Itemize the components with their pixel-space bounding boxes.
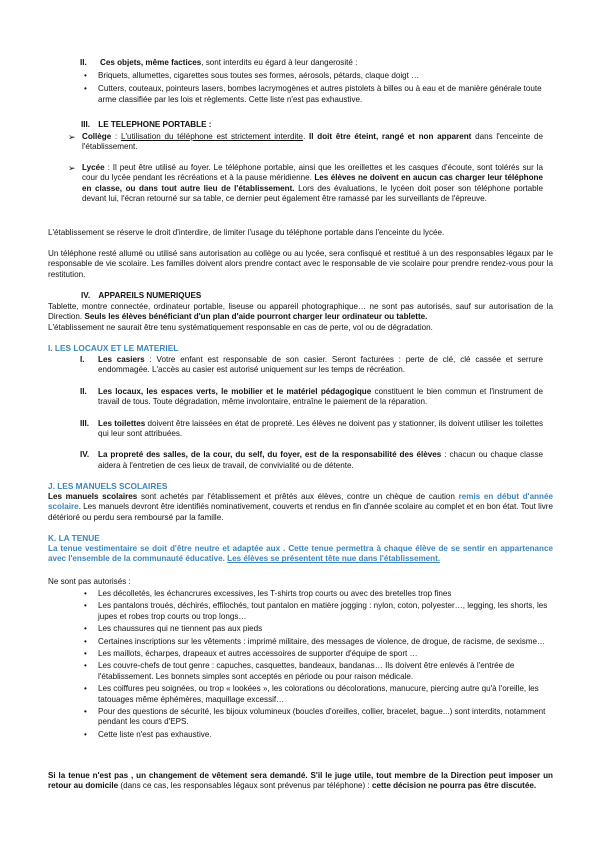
- locaux-item-text: constituent le bien commun et l'instrument de travail de tous. Toute dégradation, même involontaire, entraîne le paiement de la réparation.: [98, 386, 543, 407]
- locaux-list: [80, 355, 543, 471]
- lycee-paragraph: [68, 163, 543, 205]
- arrow-bullet-icon: ➢: [68, 163, 76, 173]
- section-iv-heading: [72, 291, 542, 301]
- section-ii-number: II.: [80, 58, 87, 67]
- tenue-lead-text: La tenue vestimentaire se doit d'être neutre et adaptée aux . Cette tenue permettra à chaque élève de se sentir en appartenance avec l'ensemble de la communauté éducative.: [48, 544, 553, 564]
- section-ii-bullet-list: [98, 71, 542, 105]
- tenue-final-bold: Si la tenue n'est pas , un changement de vêtement sera demandé. S'il le juge utile, tout membre de la Direction peut imposer un retour au domicile: [48, 771, 553, 791]
- list-item: • Cutters, couteaux, pointeurs lasers, bombes lacrymogènes et autres pistolets à billes ou à eau et de manière générale toute arme classifiée par les lois et règlements. Cette liste n'est pas exhaustive.: [98, 84, 542, 105]
- devices-paragraph: [48, 302, 553, 333]
- devices-text: Tablette, montre connectée, ordinateur portable, liseuse ou appareil photographique… ne sont pas autorisés, sauf sur autorisation de la Direction.: [48, 302, 553, 322]
- section-iv-title: APPAREILS NUMERIQUES: [98, 291, 202, 300]
- list-item: • Briquets, allumettes, cigarettes sous toutes ses formes, aérosols, pétards, claque doigt …: [98, 71, 542, 81]
- locaux-item-text: : chacun ou chaque classe aidera à l'entretien de ces lieux de travail, de convivialité ou de détente.: [98, 450, 544, 470]
- tenue-lead-underlined: Les élèves se présentent tête nue dans l'établissement.: [227, 554, 441, 564]
- section-iii-heading: [72, 120, 542, 130]
- arrow-bullet-icon: ➢: [68, 132, 76, 142]
- locaux-item-title: Les toilettes: [98, 418, 146, 428]
- locaux-item-title: Les casiers: [98, 355, 145, 364]
- section-ii-intro-text: , sont interdits eu égard à leur dangerosité :: [201, 58, 358, 67]
- locaux-item-number: III.: [80, 418, 89, 428]
- locaux-item-number: I.: [80, 355, 85, 364]
- manuels-bold: Les manuels scolaires: [48, 492, 138, 501]
- locaux-item: [80, 450, 543, 471]
- manuels-paragraph: [48, 492, 553, 523]
- section-iv-number: IV.: [81, 291, 91, 300]
- locaux-item-title: Les locaux, les espaces verts, le mobilier et le matériel pédagogique: [98, 386, 372, 396]
- not-allowed-label: Ne sont pas autorisés :: [48, 577, 131, 586]
- devices-responsibility: L'établissement ne saurait être tenu systématiquement responsable en cas de perte, vol ou de dégradation.: [48, 322, 433, 332]
- locaux-item: [80, 387, 543, 408]
- locaux-item-title: La propreté des salles, de la cour, du self, du foyer, est de la responsabilité des élèves: [98, 450, 442, 460]
- college-rest: dans l'enceinte de l'établissement.: [82, 132, 544, 152]
- lycee-text: : Il peut être utilisé au foyer. Le téléphone portable, ainsi que les oreillettes et les casques d'écoute, sont tolérés sur la cour du lycée pendant les récréations et à la pause méridienne.: [82, 163, 543, 183]
- devices-bold: Seuls les élèves bénéficiant d'un plan d'aide pourront charger leur ordinateur ou tablette.: [84, 312, 428, 322]
- college-dot: .: [303, 132, 310, 141]
- lycee-bold: Les élèves ne doivent en aucun cas charger leur téléphone en classe, ou dans tout autre lieu de l'établissement.: [82, 173, 543, 193]
- section-ii-title: Ces objets, même factices: [100, 58, 202, 67]
- locaux-item-text: : Votre enfant est responsable de son casier. Seront facturées : perte de clé, clé cassée et serrure endommagée. L'accès au casier est autorisé uniquement sur les temps de récréation.: [98, 355, 543, 375]
- locaux-item-number: IV.: [80, 450, 90, 460]
- tenue-bullet-list: [98, 589, 553, 740]
- list-item: • Les décolletés, les échancrures excessives, les T-shirts trop courts ou avec des bretelles trop fines: [98, 589, 553, 599]
- section-k-heading: K. LA TENUE: [48, 533, 100, 543]
- locaux-item: [80, 355, 543, 376]
- tenue-lead: [48, 544, 553, 565]
- list-item: • Cette liste n'est pas exhaustive.: [98, 730, 553, 740]
- manuels-text-2: . Les manuels devront être identifiés nominativement, couverts et rendus en fin d'année scolaire au complet et en bon état. Tout livre détérioré ou perdu sera remboursé par la famille.: [48, 502, 553, 522]
- list-item: • Les pantalons troués, déchirés, effilochés, tout pantalon en matière jogging : nylon, coton, polyester…, legging, les shorts, les jupes et robes trop courts ou trop longs…: [98, 601, 553, 622]
- locaux-item-number: II.: [80, 386, 87, 396]
- tenue-final-text: (dans ce cas, les responsables légaux sont prévenus par téléphone) :: [118, 781, 372, 791]
- list-item: • Certaines inscriptions sur les vêtements : imprimé militaire, des messages de violence, de drogue, de racisme, de sexisme…: [98, 637, 553, 647]
- list-item: • Les couvre-chefs de tout genre : capuches, casquettes, bandeaux, bandanas… Ils doivent être enlevés à l'entrée de l'établissement. Les bonnets simples sont acceptés en période ou pour raison médicale.: [98, 661, 553, 682]
- manuels-highlight: remis en début d'année scolaire: [48, 492, 553, 512]
- list-item: • Les chaussures qui ne tiennent pas aux pieds: [98, 624, 553, 634]
- section-i-heading: I. LES LOCAUX ET LE MATERIEL: [48, 343, 179, 353]
- college-label: Collège: [82, 132, 112, 141]
- locaux-item: [80, 419, 543, 440]
- tenue-final-bold-2: cette décision ne pourra pas être discutée.: [371, 781, 537, 791]
- lycee-label: Lycée: [82, 163, 105, 172]
- section-iii-title: LE TELEPHONE PORTABLE :: [98, 120, 212, 129]
- college-colon: :: [111, 132, 121, 141]
- phone-rights-paragraph: L'établissement se réserve le droit d'interdire, de limiter l'usage du téléphone portable dans l'enceinte du lycée.: [48, 228, 445, 237]
- phone-confiscation-paragraph: Un téléphone resté allumé ou utilisé sans autorisation au collège ou au lycée, sera confisqué et restitué à un des responsables légaux par le responsable de vie scolaire. Les familles doivent alors prendre contact avec le responsable de vie scolaire pour prendre rendez-vous pour la restitution.: [48, 249, 553, 279]
- locaux-item-text: doivent être laissées en état de propreté. Les élèves ne doivent pas y stationner, ils doivent utiliser les toilettes qui leur sont attribuées.: [98, 418, 543, 439]
- lycee-text-2: Lors des évaluations, le lycéen doit poser son téléphone portable devant lui, l'écran retourné sur sa table, ce dernier peut également être ramassé par les surveillants de l'épreuve.: [82, 183, 543, 204]
- tenue-final-paragraph: [48, 771, 553, 792]
- section-j-heading: J. LES MANUELS SCOLAIRES: [48, 481, 168, 491]
- list-item: • Les maillots, écharpes, drapeaux et autres accessoires de supporter d'équipe de sport …: [98, 649, 553, 659]
- college-paragraph: [68, 132, 543, 153]
- section-iii-number: III.: [81, 120, 90, 129]
- manuels-text: sont achetés par l'établissement et prêtés aux élèves, contre un chèque de caution: [137, 492, 459, 501]
- list-item: • Les coiffures peu soignées, ou trop « lookées », les colorations ou décolorations, manucure, piercing autre qu'à l'oreille, les tatouages même éphémères, maquillage excessif…: [98, 684, 553, 705]
- list-item: • Pour des questions de sécurité, les bijoux volumineux (boucles d'oreilles, collier, bracelet, bague...) sont interdits, notamment pendant les cours d'EPS.: [98, 707, 553, 728]
- college-rule: L'utilisation du téléphone est strictement interdite: [120, 132, 304, 141]
- college-bold: Il doit être éteint, rangé et non apparent: [309, 132, 472, 141]
- section-ii-intro: [72, 58, 542, 68]
